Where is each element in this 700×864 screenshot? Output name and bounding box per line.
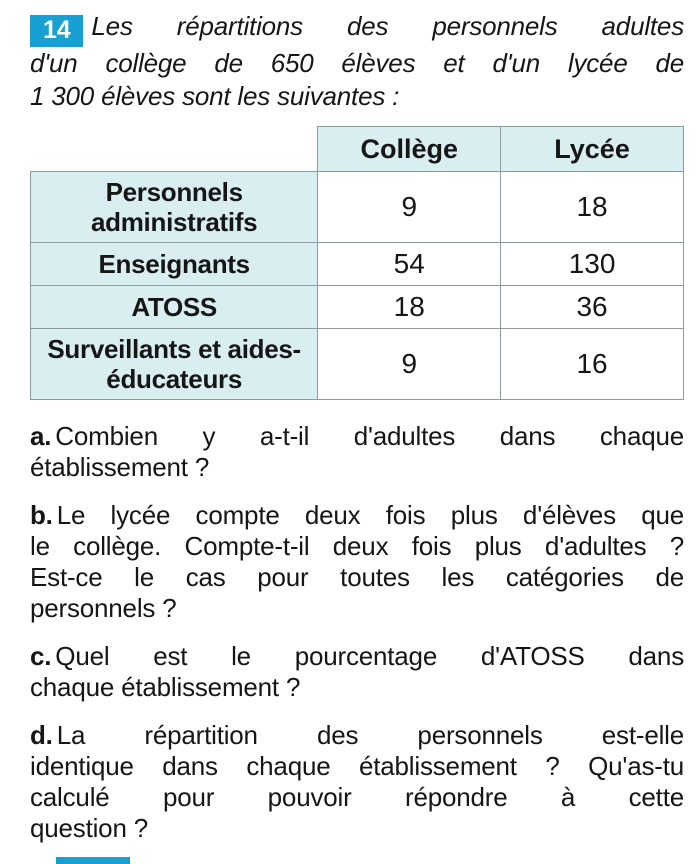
question-line: Est-ce le cas pour toutes les catégories de bbox=[30, 562, 684, 592]
intro-line: 14 Les répartitions des personnels adultes bbox=[30, 10, 684, 47]
question-letter: a. bbox=[30, 421, 52, 451]
table-value: 9 bbox=[318, 172, 501, 243]
question-line: calculé pour pouvoir répondre à cette bbox=[30, 782, 684, 812]
next-exercise-badge-partial bbox=[56, 857, 130, 864]
table-value: 130 bbox=[501, 243, 684, 286]
question-line: établissement ? bbox=[30, 452, 210, 482]
question-line: identique dans chaque établissement ? Qu'as-tu bbox=[30, 751, 684, 781]
table-corner-cell bbox=[31, 127, 318, 172]
question-line: chaque établissement ? bbox=[30, 672, 301, 702]
column-header: Collège bbox=[318, 127, 501, 172]
table-row bbox=[31, 243, 684, 286]
table-row bbox=[31, 329, 684, 400]
column-header: Lycée bbox=[501, 127, 684, 172]
staff-table-body bbox=[31, 172, 684, 400]
table-value: 36 bbox=[501, 286, 684, 329]
exercise-number-badge: 14 bbox=[30, 15, 83, 47]
question-list bbox=[30, 421, 684, 844]
question-c bbox=[30, 641, 684, 703]
question-line: personnels ? bbox=[30, 593, 177, 623]
table-value: 16 bbox=[501, 329, 684, 400]
question-letter: b. bbox=[30, 500, 53, 530]
table-value: 9 bbox=[318, 329, 501, 400]
row-label: Personnels administratifs bbox=[31, 172, 318, 243]
question-letter: d. bbox=[30, 720, 53, 750]
row-label: ATOSS bbox=[31, 286, 318, 329]
table-value: 54 bbox=[318, 243, 501, 286]
table-value: 18 bbox=[318, 286, 501, 329]
staff-table-head bbox=[31, 127, 684, 172]
question-d bbox=[30, 720, 684, 844]
staff-table bbox=[30, 126, 684, 400]
intro-line: 1 300 élèves sont les suivantes : bbox=[30, 81, 400, 111]
intro-line: d'un collège de 650 élèves et d'un lycée de bbox=[30, 48, 684, 78]
table-row bbox=[31, 172, 684, 243]
row-label: Surveillants et aides-éducateurs bbox=[31, 329, 318, 400]
question-line: a. Combien y a-t-il d'adultes dans chaque bbox=[30, 421, 684, 451]
question-line: question ? bbox=[30, 813, 148, 843]
question-line: c. Quel est le pourcentage d'ATOSS dans bbox=[30, 641, 684, 671]
row-label: Enseignants bbox=[31, 243, 318, 286]
exercise-intro bbox=[30, 10, 684, 113]
table-row bbox=[31, 286, 684, 329]
question-line: d. La répartition des personnels est-elle bbox=[30, 720, 684, 750]
question-line: le collège. Compte-t-il deux fois plus d'adultes ? bbox=[30, 531, 684, 561]
question-b bbox=[30, 500, 684, 624]
question-a bbox=[30, 421, 684, 483]
table-value: 18 bbox=[501, 172, 684, 243]
question-line: b. Le lycée compte deux fois plus d'élèves que bbox=[30, 500, 684, 530]
question-letter: c. bbox=[30, 641, 52, 671]
exercise-page bbox=[30, 10, 684, 861]
